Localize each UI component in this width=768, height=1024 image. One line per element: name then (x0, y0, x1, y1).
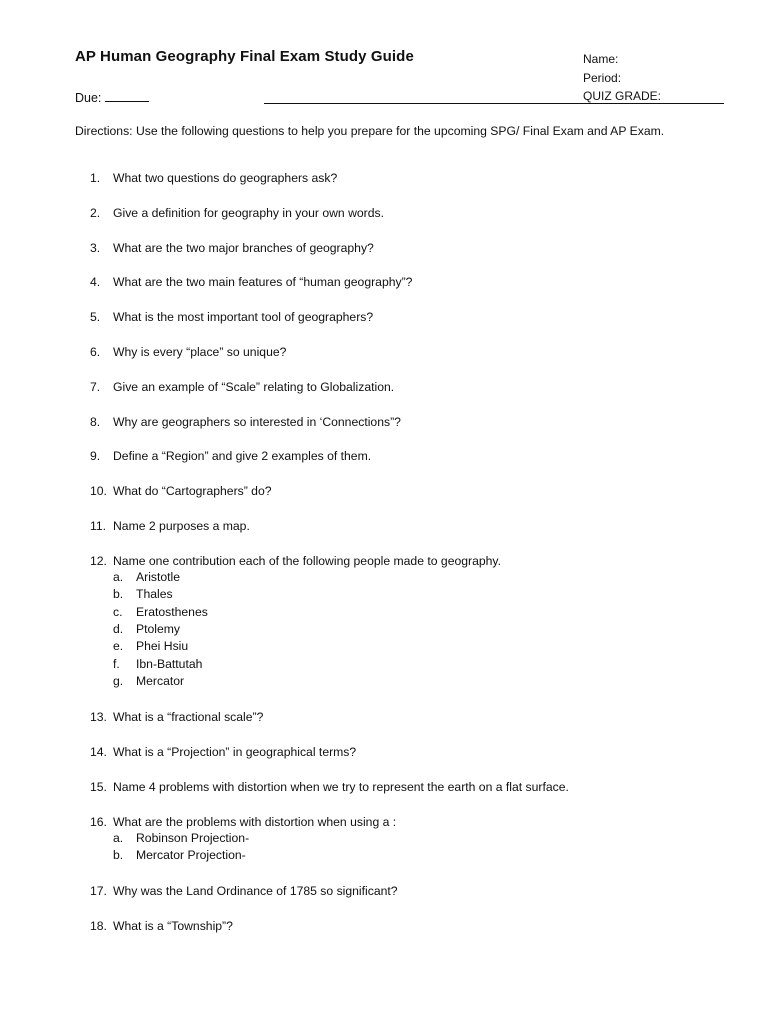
question-item (75, 483, 735, 499)
question-item (75, 814, 735, 865)
student-info-block (583, 50, 661, 106)
question-text: What is the most important tool of geographers? (113, 310, 374, 325)
question-number: 2. (90, 205, 101, 220)
sub-item-letter: g. (113, 674, 124, 689)
question-item (75, 883, 735, 899)
question-item (75, 344, 735, 360)
sub-item (75, 830, 735, 847)
sub-item-text: Mercator (136, 674, 185, 689)
question-text: Why is every “place” so unique? (113, 344, 287, 359)
sub-item-text: Robinson Projection- (136, 830, 250, 845)
sub-item-letter: a. (113, 569, 124, 584)
question-item (75, 205, 735, 221)
due-label: Due: (75, 91, 102, 105)
question-text: Give an example of “Scale” relating to Globalization. (113, 379, 395, 394)
name-label: Name: (583, 52, 619, 66)
question-item (75, 240, 735, 256)
question-text: Name one contribution each of the following people made to geography. (113, 553, 501, 568)
question-item (75, 553, 735, 691)
question-number: 16. (90, 814, 107, 829)
question-number: 14. (90, 745, 107, 760)
question-number: 5. (90, 310, 101, 325)
question-item (75, 309, 735, 325)
sub-item-text: Aristotle (136, 569, 181, 584)
sub-item-text: Eratosthenes (136, 604, 208, 619)
question-text: What two questions do geographers ask? (113, 171, 338, 185)
sub-item (75, 621, 735, 638)
sub-item (75, 638, 735, 655)
question-text: Name 4 problems with distortion when we try to represent the earth on a flat surface. (113, 779, 569, 794)
question-text: What are the two main features of “human geography”? (113, 275, 413, 290)
question-number: 17. (90, 884, 107, 899)
question-number: 15. (90, 779, 107, 794)
question-list (75, 170, 735, 953)
question-item (75, 170, 735, 186)
sub-item-text: Ptolemy (136, 621, 181, 636)
question-item (75, 414, 735, 430)
sub-item-text: Phei Hsiu (136, 639, 189, 654)
sub-item-text: Ibn-Battutah (136, 656, 203, 671)
sub-item-letter: d. (113, 621, 124, 636)
sub-item (75, 673, 735, 690)
sub-item-letter: b. (113, 848, 124, 863)
sub-item-letter: b. (113, 587, 124, 602)
due-blank-line (105, 90, 149, 102)
question-number: 12. (90, 553, 107, 568)
question-item (75, 448, 735, 464)
question-number: 1. (90, 171, 101, 185)
question-item (75, 918, 735, 934)
question-text: What is a “fractional scale”? (113, 710, 264, 725)
document-title: AP Human Geography Final Exam Study Guide (75, 48, 414, 65)
question-item (75, 709, 735, 725)
question-text: Why are geographers so interested in ‘Connections”? (113, 414, 401, 429)
directions-text: Directions: Use the following questions to help you prepare for the upcoming SPG/ Final Exam and AP Exam. (75, 124, 665, 138)
header-divider (264, 103, 724, 104)
question-item (75, 274, 735, 290)
question-item (75, 379, 735, 395)
sub-item-letter: c. (113, 604, 123, 619)
question-text: Give a definition for geography in your own words. (113, 205, 384, 220)
question-number: 10. (90, 484, 107, 499)
question-number: 13. (90, 710, 107, 725)
sub-item (75, 569, 735, 586)
sub-item-text: Mercator Projection- (136, 848, 246, 863)
question-number: 4. (90, 275, 101, 290)
sub-item-letter: a. (113, 830, 124, 845)
sub-item-text: Thales (136, 587, 173, 602)
sub-item (75, 586, 735, 603)
sub-item-letter: e. (113, 639, 124, 654)
due-field (75, 90, 149, 105)
question-text: What is a “Projection” in geographical terms? (113, 745, 357, 760)
question-text: Define a “Region” and give 2 examples of them. (113, 449, 372, 464)
question-number: 18. (90, 919, 107, 934)
question-item (75, 518, 735, 534)
sub-item (75, 656, 735, 673)
question-text: What are the two major branches of geography? (113, 240, 374, 255)
question-text: Why was the Land Ordinance of 1785 so significant? (113, 884, 398, 899)
question-text: What is a “Township”? (113, 919, 233, 934)
sub-item-letter: f. (113, 656, 120, 671)
sub-item (75, 604, 735, 621)
question-text: What are the problems with distortion when using a : (113, 814, 397, 829)
question-text: Name 2 purposes a map. (113, 518, 250, 533)
question-item (75, 779, 735, 795)
sub-item (75, 847, 735, 864)
question-number: 3. (90, 240, 101, 255)
question-number: 8. (90, 414, 101, 429)
period-label: Period: (583, 70, 622, 85)
question-number: 6. (90, 344, 101, 359)
question-item (75, 744, 735, 760)
question-number: 7. (90, 379, 101, 394)
question-number: 11. (90, 518, 107, 533)
question-number: 9. (90, 449, 101, 464)
quiz-grade-label: QUIZ GRADE: (583, 89, 662, 103)
question-text: What do “Cartographers” do? (113, 484, 272, 499)
